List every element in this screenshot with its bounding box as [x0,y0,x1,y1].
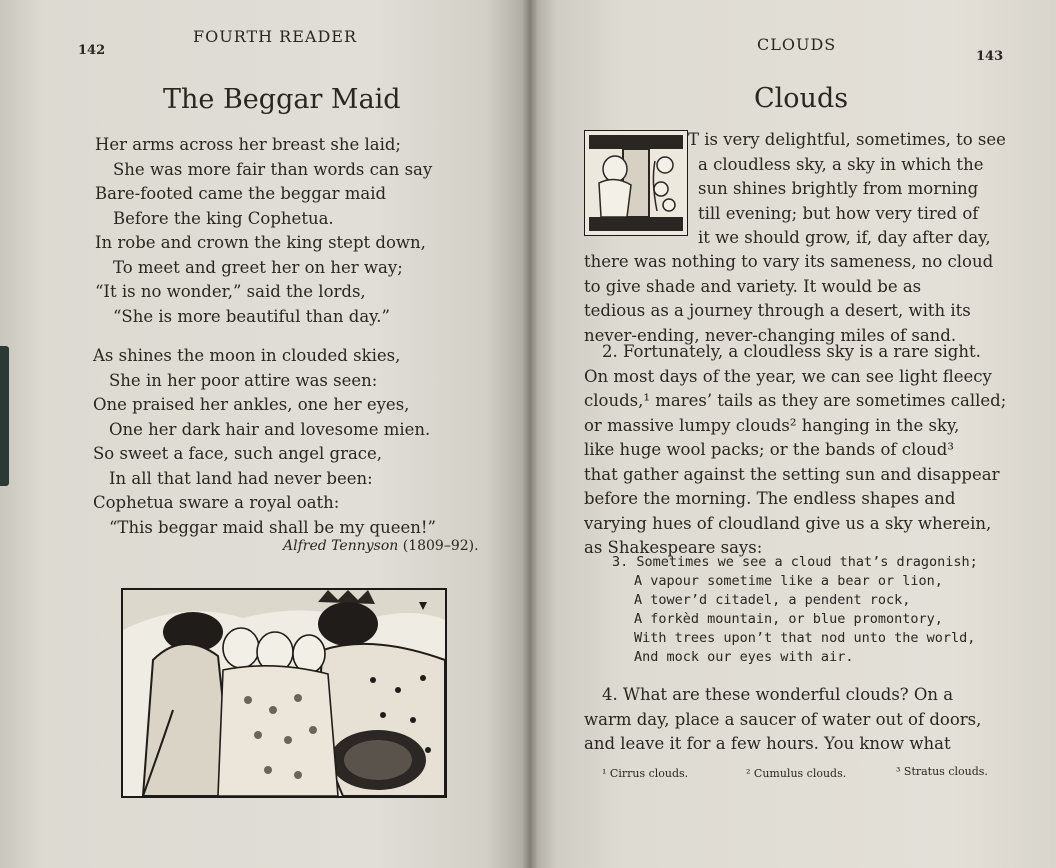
running-head-left: FOURTH READER [193,27,358,46]
quote-line: A vapour sometime like a bear or lion, [634,573,943,589]
poem-line: Bare-footed came the beggar maid [95,184,387,203]
illustration-drawing [123,590,445,796]
prose-line: or massive lumpy clouds² hanging in the sky, [584,415,960,435]
running-head-right: CLOUDS [757,35,837,54]
poem-line: One praised her ankles, one her eyes, [93,395,410,414]
prose-line: never-ending, never-changing miles of sand. [584,325,957,345]
poem-line: In robe and crown the king stept down, [95,233,426,252]
prose-line: 4. What are these wonderful clouds? On a [602,685,954,704]
prose-line: clouds,¹ mares’ tails as they are sometimes called; [584,391,1007,410]
quote-line: A forkèd mountain, or blue promontory, [634,611,943,627]
prose-line: On most days of the year, we can see light fleecy [584,366,992,386]
prose-line: a cloudless sky, a sky in which the [698,154,984,174]
poem-line: “This beggar maid shall be my queen!” [109,517,436,537]
prose-line: 2. Fortunately, a cloudless sky is a rare sight. [602,342,981,361]
quote-line: And mock our eyes with air. [634,649,854,665]
page-number-left: 142 [78,43,106,58]
prose-line: it we should grow, if, day after day, [698,228,991,247]
prose-line: till evening; but how very tired of [698,203,979,223]
prose-line: sun shines brightly from morning [698,179,979,198]
quote-line: With trees upon’t that nod unto the world, [634,630,976,646]
paragraph-4 [584,683,981,757]
poem-line: She in her poor attire was seen: [109,370,378,390]
quote-line: 3. Sometimes we see a cloud that’s dragonish; [612,554,978,570]
paragraph-1 [584,250,993,348]
poem-line: “She is more beautiful than day.” [113,306,390,326]
attribution-author: Alfred Tennyson [283,538,399,554]
footnote-cumulus: ² Cumulus clouds. [746,767,847,780]
prose-line: varying hues of cloudland give us a sky wherein, [584,513,992,533]
poem-stanza-1 [95,133,432,329]
poem-title: The Beggar Maid [163,84,401,115]
beggar-maid-illustration [121,588,447,798]
poem-attribution [283,538,479,554]
shakespeare-quote [612,553,978,667]
poem-line: Cophetua sware a royal oath: [93,493,340,512]
prose-line: as Shakespeare says: [584,538,763,557]
poem-line: To meet and greet her on her way; [113,257,403,277]
chapter-title: Clouds [754,83,849,114]
quote-line: A tower’d citadel, a pendent rock, [634,592,911,608]
poem-line: Before the king Cophetua. [113,208,334,228]
prose-line: tedious as a journey through a desert, with its [584,301,971,320]
prose-line: before the morning. The endless shapes and [584,489,956,508]
poem-line: In all that land had never been: [109,468,373,488]
prose-line: there was nothing to vary its sameness, no cloud [584,252,994,271]
prose-line: warm day, place a saucer of water out of doors, [584,709,982,729]
prose-line: that gather against the setting sun and disappear [584,464,1000,484]
prose-line: and leave it for a few hours. You know what [584,734,951,753]
paragraph-2 [584,340,1006,561]
book-ribbon-tab [0,346,9,486]
poem-line: One her dark hair and lovesome mien. [109,419,431,439]
footnote-cirrus: ¹ Cirrus clouds. [602,767,689,780]
page-number-right: 143 [976,49,1004,64]
footnote-stratus: ³ Stratus clouds. [896,765,988,778]
dropcap-paragraph [688,128,1006,251]
poem-line: Her arms across her breast she laid; [95,135,401,154]
poem-line: So sweet a face, such angel grace, [93,444,383,463]
prose-line: like huge wool packs; or the bands of cloud³ [584,440,954,459]
attribution-years: (1809–92). [402,538,479,554]
poem-stanza-2 [93,344,436,540]
prose-line: T is very delightful, sometimes, to see [688,130,1006,149]
dropcap-drawing [585,131,687,235]
poem-line: “It is no wonder,” said the lords, [95,282,366,301]
dropcap-letter-i [584,130,688,236]
poem-line: As shines the moon in clouded skies, [93,346,401,365]
prose-line: to give shade and variety. It would be as [584,276,922,296]
poem-line: She was more fair than words can say [113,159,433,179]
book-gutter [522,0,538,868]
